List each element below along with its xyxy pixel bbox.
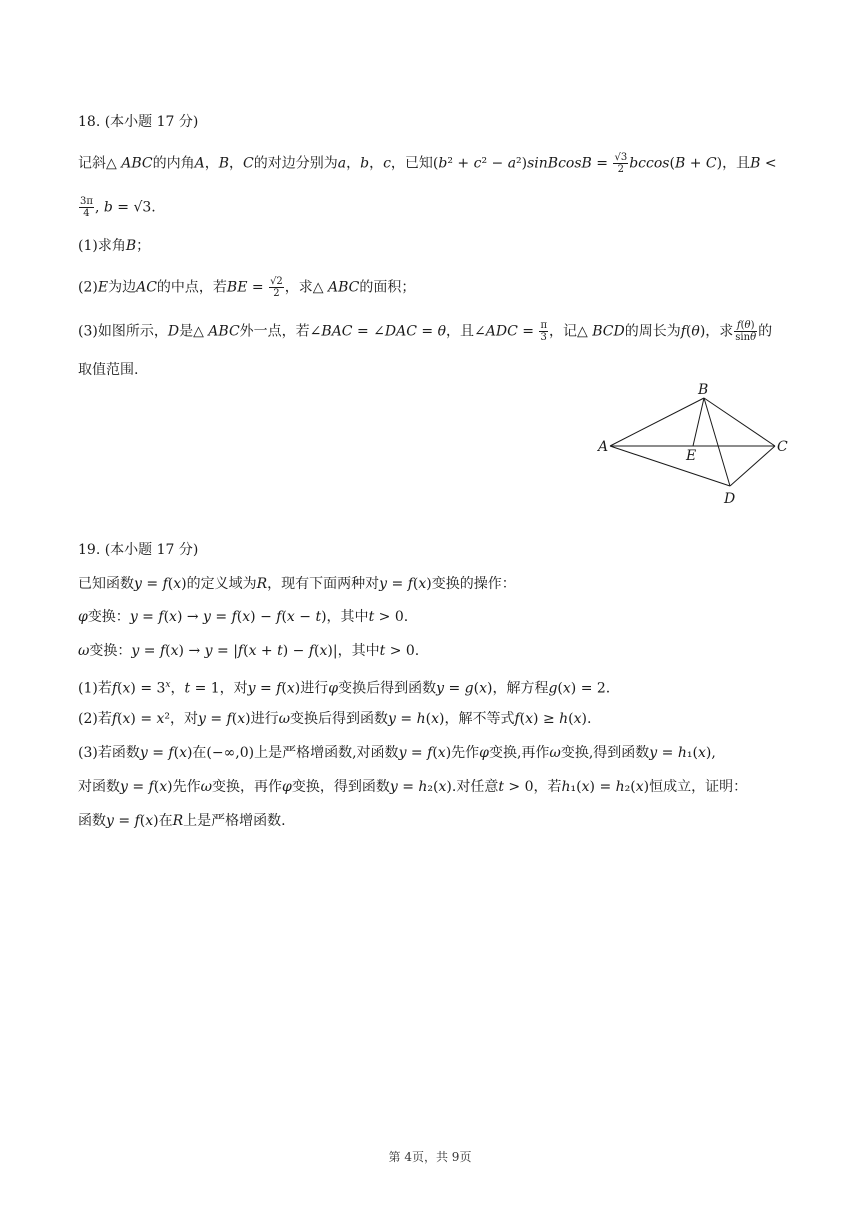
page-footer: 第 4页，共 9页 — [388, 1150, 472, 1164]
q18-part2: (2)E为边AC的中点，若BE = $\frac{√2}{2}$ ，求△ ABC的面积； — [78, 276, 416, 299]
q19-header: 19. (本小题 17 分) — [78, 542, 199, 558]
quadrilateral-figure — [590, 378, 800, 510]
segment-ab — [610, 398, 704, 446]
q18-part3-line2: 取值范围. — [78, 362, 139, 378]
q19-stem: 已知函数y = f(x)的定义域为R，现有下面两种对y = f(x)变换的操作： — [78, 576, 516, 592]
segment-be — [693, 398, 704, 446]
q19-part1: (1)若$f(x) = 3^x$，t = 1，对y = f(x)进行φ变换后得到函数y = g(x)，解方程g(x) = 2. — [78, 680, 611, 697]
segment-bd — [704, 398, 730, 486]
segment-dc — [730, 446, 775, 486]
segment-bc — [704, 398, 775, 446]
q19-part3-line2: 对函数y = f(x)先作ω变换，再作φ变换，得到函数y = h₂(x).对任意t > 0，若h₁(x) = h₂(x)恒成立，证明： — [78, 779, 748, 795]
label-e: E — [686, 448, 697, 464]
q19-part3-line1: (3)若函数y = f(x)在(−∞,0)上是严格增函数,对函数y = f(x)先作φ变换,再作ω变换,得到函数y = h₁(x), — [78, 745, 716, 761]
q18-stem-line1: 记斜△ ABC的内角A，B，C的对边分别为a，b，c，已知(b² + c² − a²)sinBcosB = $\frac{√3}{2}$ bccos(B + C)，且B < — [78, 152, 777, 175]
segment-ad — [610, 446, 730, 486]
q18-stem-line2: $\frac{3\pi}{4}$ , b = √3. — [80, 196, 156, 219]
q19-phi-definition: φ变换：y = f(x) → y = f(x) − f(x − t)，其中t > 0. — [78, 609, 409, 625]
q18-part1: (1)求角B； — [78, 238, 151, 254]
q19-omega-definition: ω变换：y = f(x) → y = |f(x + t) − f(x)|，其中t > 0. — [78, 643, 420, 659]
q18-header: 18. (本小题 17 分) — [78, 114, 199, 130]
label-b: B — [698, 382, 709, 398]
label-d: D — [724, 491, 736, 507]
q19-part2: (2)若f(x) = x²，对y = f(x)进行ω变换后得到函数y = h(x)，解不等式f(x) ≥ h(x). — [78, 711, 592, 727]
q19-part3-line3: 函数y = f(x)在R上是严格增函数. — [78, 813, 286, 829]
q18-part3-line1: (3)如图所示，D是△ ABC外一点，若∠BAC = ∠DAC = θ，且∠ADC = $\frac{\pi}{3}$ ，记△ BCD的周长为f(θ)，求 $\frac{f(\theta)}{\sin\theta}$ 的 — [78, 320, 773, 343]
label-a: A — [598, 439, 609, 455]
label-c: C — [777, 439, 788, 455]
